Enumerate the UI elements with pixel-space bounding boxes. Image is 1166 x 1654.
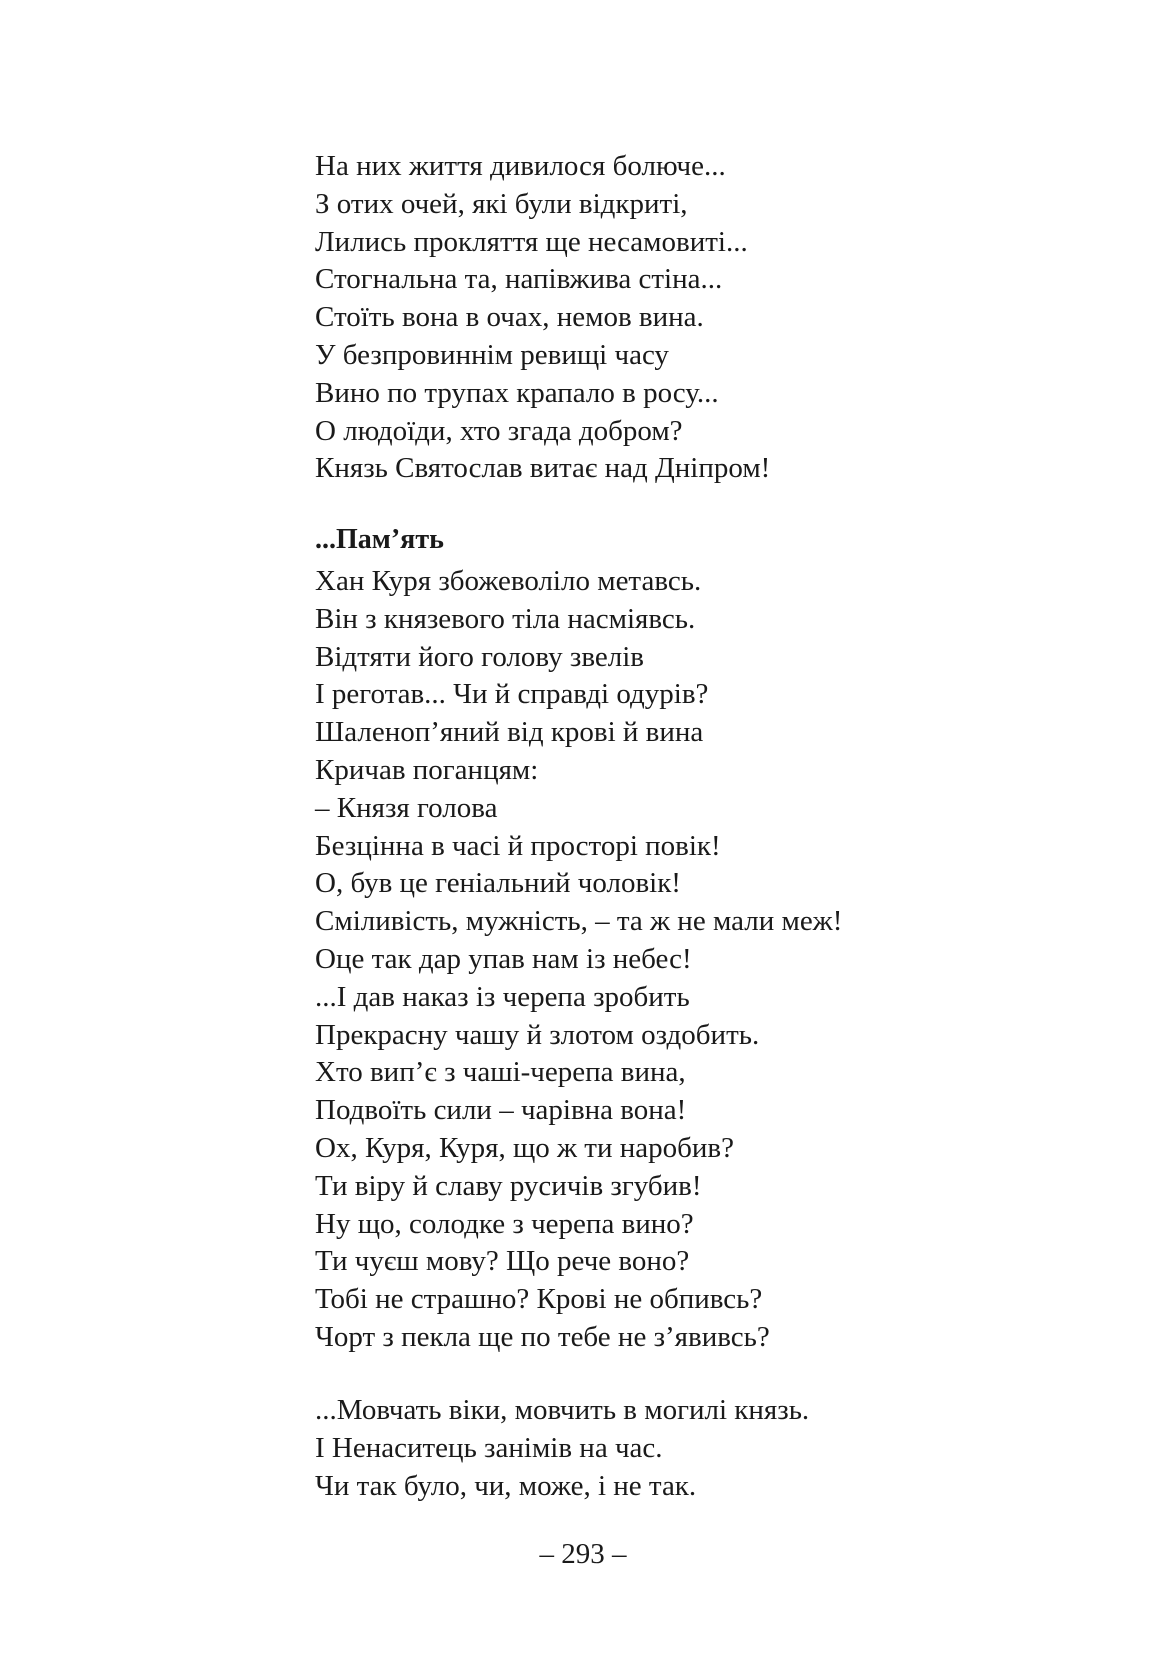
poem-stanza-2	[315, 563, 842, 1357]
poem-line: Шаленоп’яний від крові й вина	[315, 716, 704, 749]
poem-line: Тобі не страшно? Крові не обпивсь?	[315, 1283, 763, 1316]
poem-line: Оце так дар упав нам із небес!	[315, 942, 692, 975]
poem-line: І реготав... Чи й справді одурів?	[315, 678, 709, 711]
poem-line: З отих очей, які були відкриті,	[315, 187, 688, 220]
poem-line: Сміливість, мужність, – та ж не мали меж!	[315, 905, 843, 938]
poem-line: Стогнальна та, напівжива стіна...	[315, 263, 723, 296]
poem-line: Князь Святослав витає над Дніпром!	[315, 452, 771, 485]
poem-line: Безцінна в часі й просторі повік!	[315, 829, 721, 862]
poem-line: Він з князевого тіла насміявсь.	[315, 602, 696, 635]
poem-line: Кричав поганцям:	[315, 753, 539, 786]
poem-line: І Ненаситець занімів на час.	[315, 1431, 663, 1464]
poem-line: Стоїть вона в очах, немов вина.	[315, 301, 704, 334]
poem-line: Хто вип’є з чаші-черепа вина,	[315, 1056, 686, 1089]
poem-line: ...Мовчать віки, мовчить в могилі князь.	[315, 1394, 810, 1426]
page-number: – 293 –	[539, 1538, 627, 1570]
poem-line: Подвоїть сили – чарівна вона!	[315, 1094, 687, 1127]
poem-stanza-1	[315, 148, 770, 488]
poem-stanza-3	[315, 1392, 809, 1505]
poem-line: Ох, Куря, Куря, що ж ти наробив?	[315, 1131, 734, 1164]
poem-line: – Князя голова	[315, 791, 498, 824]
poem-line: О людоїди, хто згада добром?	[315, 414, 683, 447]
poem-line: Ти віру й славу русичів згубив!	[315, 1169, 702, 1202]
poem-line: Чорт з пекла ще по тебе не з’явивсь?	[315, 1320, 770, 1353]
poem-line: Відтяти його голову звелів	[315, 640, 644, 673]
poem-line: Хан Куря збожеволіло метавсь.	[315, 565, 702, 597]
poem-line: У безпровиннім ревищі часу	[315, 338, 669, 371]
poem-line: ...І дав наказ із черепа зробить	[315, 980, 690, 1013]
poem-line: Ну що, солодке з черепа вино?	[315, 1207, 694, 1240]
poem-line: Прекрасну чашу й злотом оздобить.	[315, 1018, 760, 1051]
poem-line: Вино по трупах крапало в росу...	[315, 376, 719, 409]
poem-line: О, був це геніальний чоловік!	[315, 867, 681, 900]
section-heading: ...Пам’ять	[315, 524, 444, 555]
poem-line: Чи так було, чи, може, і не так.	[315, 1469, 697, 1502]
poem-line: На них життя дивилося болюче...	[315, 150, 726, 182]
poem-line: Лились прокляття ще несамовиті...	[315, 225, 748, 258]
poem-line: Ти чуєш мову? Що рече воно?	[315, 1245, 690, 1278]
